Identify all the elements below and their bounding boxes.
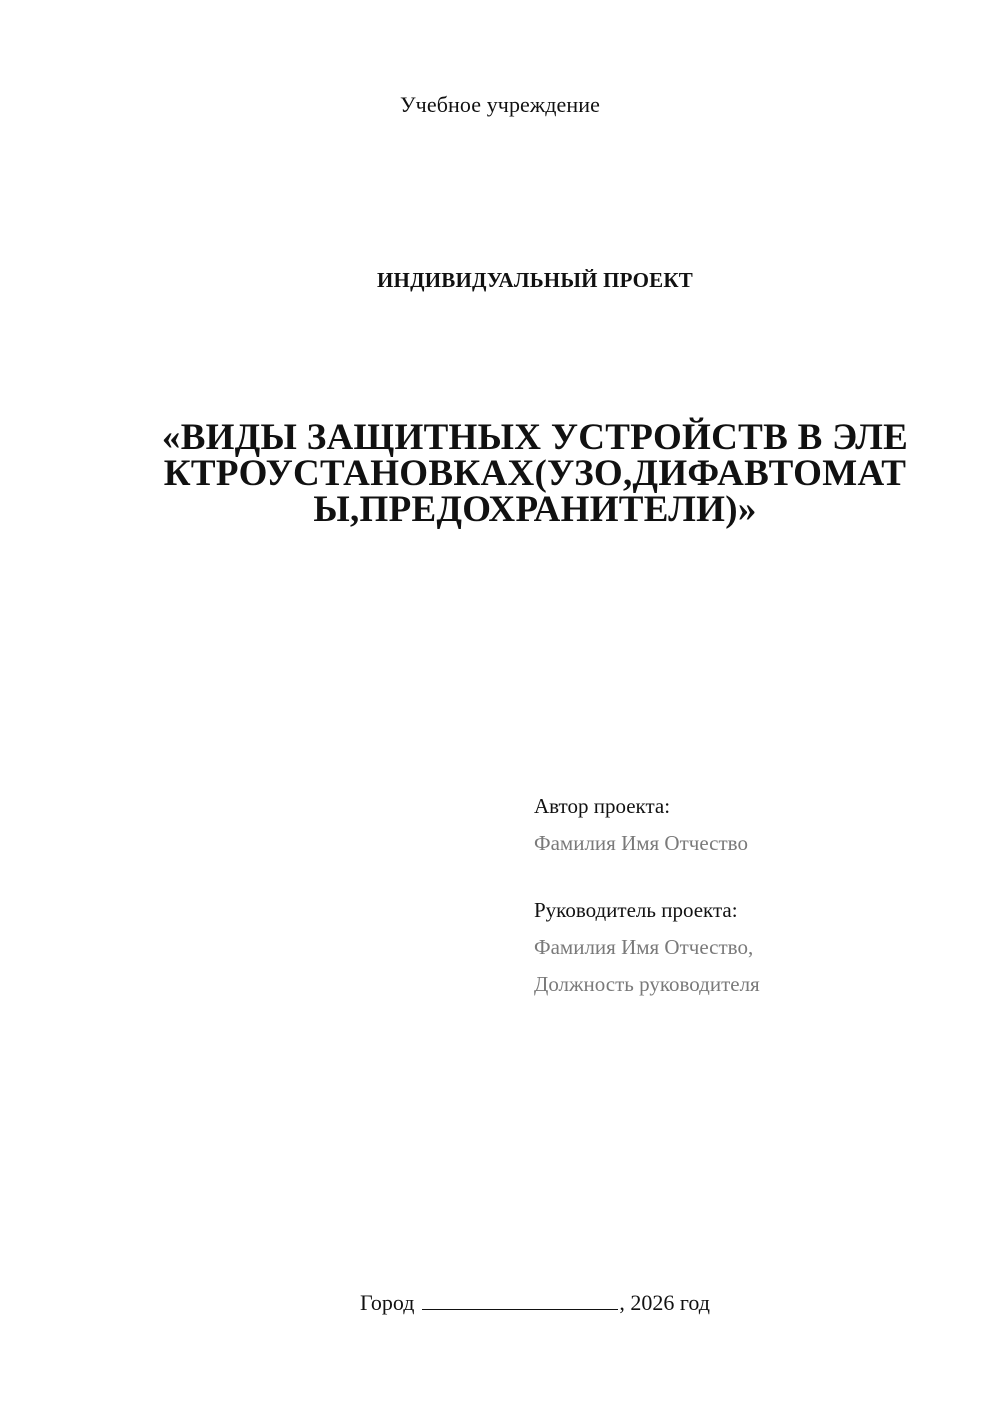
city-label: Город — [360, 1290, 415, 1315]
project-title-line-3: Ы,ПРЕДОХРАНИТЕЛИ)» — [313, 489, 757, 530]
city-year-line — [0, 1290, 1000, 1316]
author-name: Фамилия Имя Отчество — [534, 831, 748, 855]
supervisor-name: Фамилия Имя Отчество, — [534, 935, 754, 959]
project-credits — [534, 788, 760, 1003]
supervisor-position: Должность руководителя — [534, 972, 760, 996]
project-type-heading: ИНДИВИДУАЛЬНЫЙ ПРОЕКТ — [377, 268, 693, 292]
project-title-line-2: КТРОУСТАНОВКАХ(УЗО,ДИФАВТОМАТ — [163, 453, 907, 494]
project-title-line-1: «ВИДЫ ЗАЩИТНЫХ УСТРОЙСТВ В ЭЛЕ — [161, 417, 909, 458]
year-text: , 2026 год — [619, 1290, 710, 1315]
author-label: Автор проекта: — [534, 794, 671, 818]
credits-spacer — [534, 862, 760, 892]
institution-name: Учебное учреждение — [399, 92, 600, 117]
supervisor-label: Руководитель проекта: — [534, 898, 738, 922]
project-title — [150, 417, 920, 530]
city-blank-line — [422, 1291, 618, 1310]
